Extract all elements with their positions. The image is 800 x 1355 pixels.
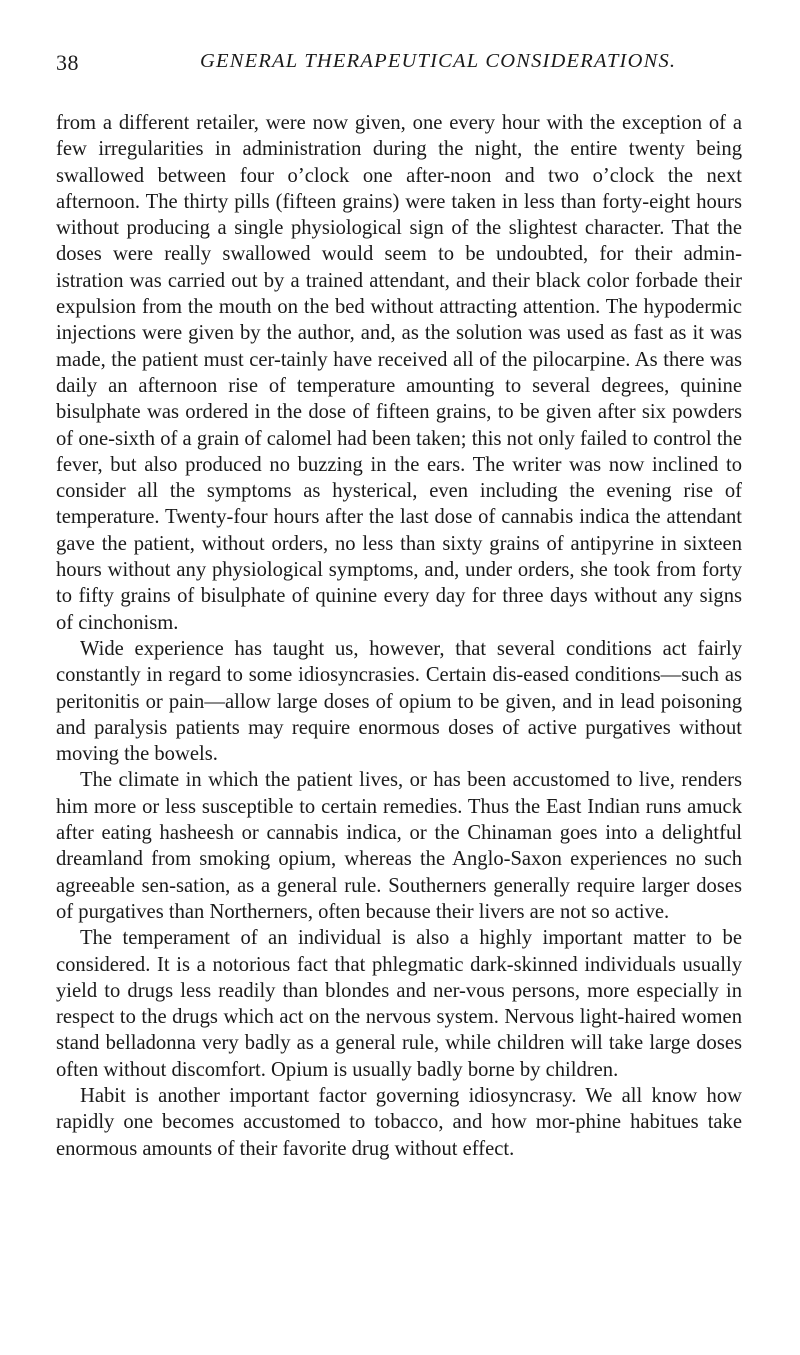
paragraph-conditions: Wide experience has taught us, however, that several conditions act fairly constantly in regard to some idiosyncrasies. Certain dis-eased conditions—such as peritonitis or pain—allow large doses of opium to be given, and in lead poisoning and paralysis patients may require enormous doses of active purgatives without moving the bowels. [56,637,742,766]
running-head-title: GENERAL THERAPEUTICAL CONSIDERATIONS. [200,50,677,72]
paragraph-habit: Habit is another important factor governing idiosyncrasy. We all know how rapidly one becomes accustomed to tobacco, and how mor-phine habitues take enormous amounts of their favorite drug without effect. [56,1084,742,1160]
body-text [56,110,742,1162]
paragraph-temperament: The temperament of an individual is also a highly important matter to be considered. It is a notorious fact that phlegmatic dark-skinned individuals usually yield to drugs less readily than blondes and ner-vous persons, more especially in respect to the drugs which act on the nervous system. Nervous light-haired women stand belladonna very badly as a general rule, while children will take large doses often without discomfort. Opium is usually badly borne by children. [56,927,742,1081]
running-head [56,50,756,78]
page-number: 38 [56,50,79,75]
paragraph-climate: The climate in which the patient lives, or has been accustomed to live, renders him more or less susceptible to certain remedies. Thus the East Indian runs amuck after eating hasheesh or cannabis indica, or the Chinaman goes into a delightful dreamland from smoking opium, whereas the Anglo-Saxon experiences no such agreeable sen-sation, as a general rule. Southerners generally require larger doses of purgatives than Northerners, often because their livers are not so active. [56,769,742,923]
paragraph-case-report: from a different retailer, were now given, one every hour with the exception of a few irregularities in administration during the night, the entire twenty being swallowed between four o’clock one after-noon and two o’clock the next afternoon. The thirty pills (fifteen grains) were taken in less than forty-eight hours without producing a single physiological sign of the slightest character. That the doses were really swallowed would seem to be undoubted, for their admin-istration was carried out by a trained attendant, and their black color forbade their expulsion from the mouth on the bed without attracting attention. The hypodermic injections were given by the author, and, as the solution was used as fast as it was made, the patient must cer-tainly have received all of the pilocarpine. As there was daily an afternoon rise of temperature amounting to several degrees, quinine bisulphate was ordered in the dose of fifteen grains, to be given after six powders of one-sixth of a grain of calomel had been taken; this not only failed to control the fever, but also produced no buzzing in the ears. The writer was now inclined to consider all the symptoms as hysterical, even including the evening rise of temperature. Twenty-four hours after the last dose of cannabis indica the attendant gave the patient, without orders, no less than sixty grains of antipyrine in sixteen hours without any physiological symptoms, and, under orders, she took from forty to fifty grains of bisulphate of quinine every day for three days without any signs of cinchonism. [56,112,742,634]
